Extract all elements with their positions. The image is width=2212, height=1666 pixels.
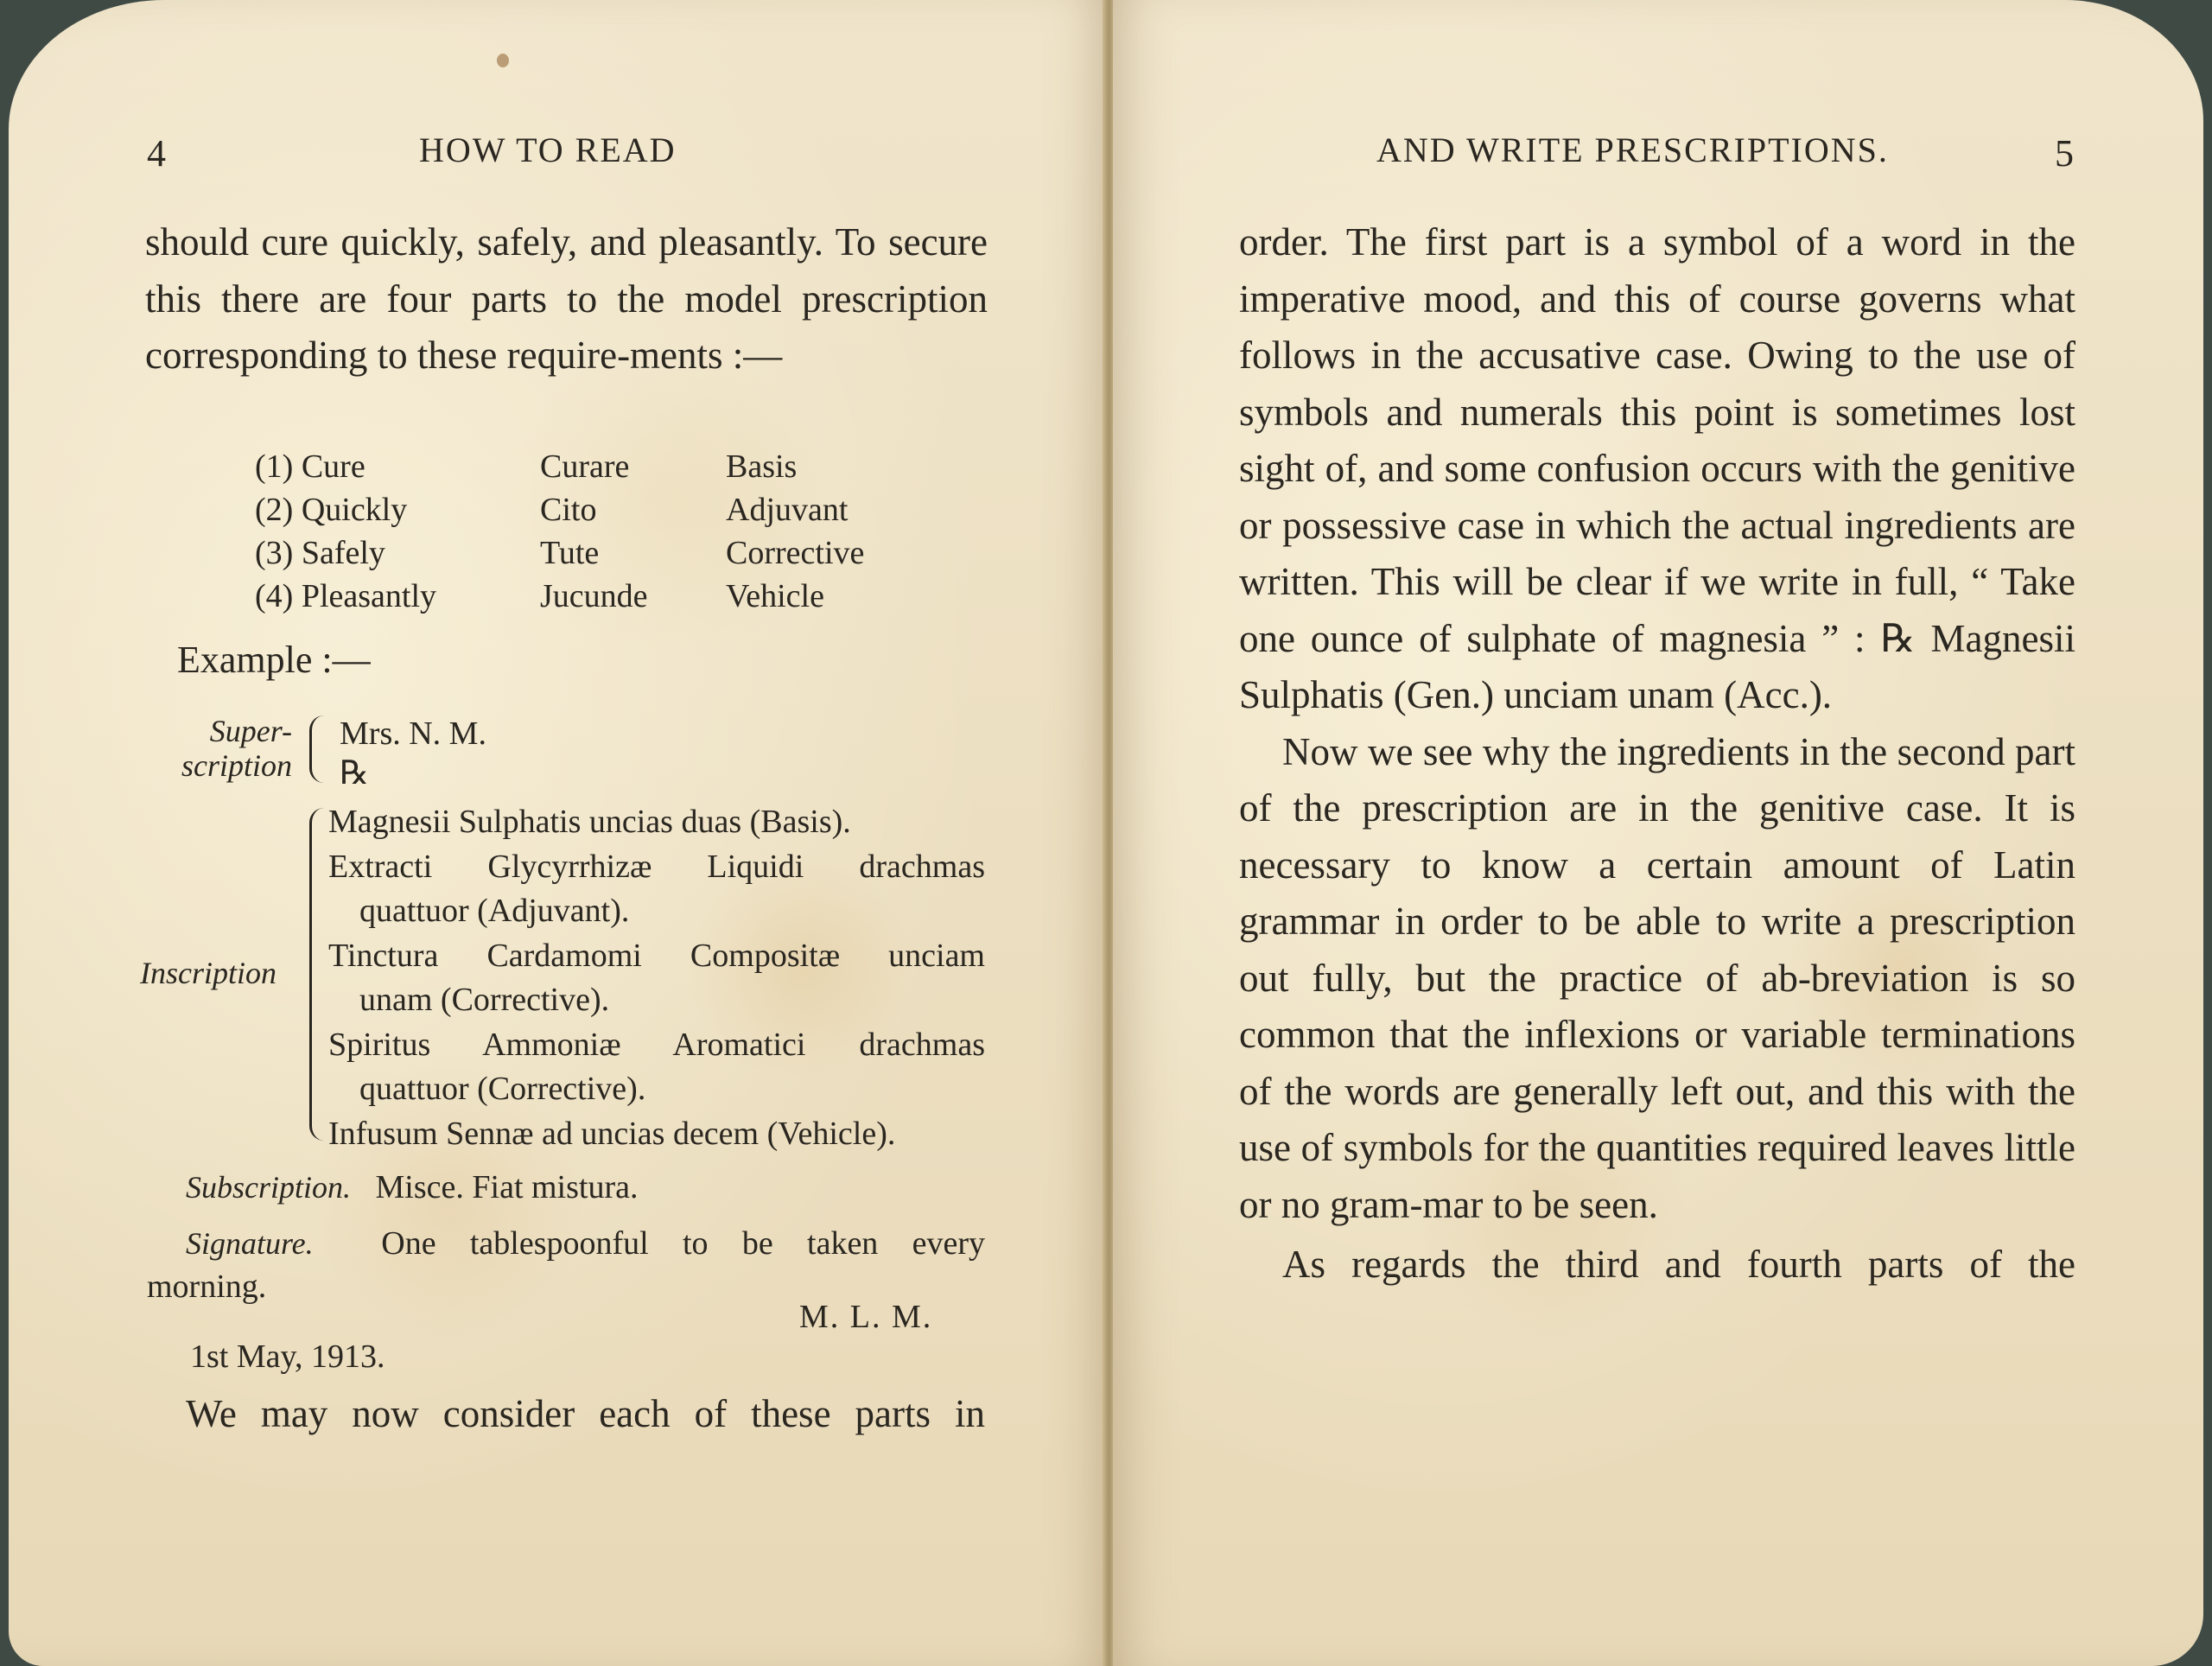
inscription-line: unam (Corrective). — [359, 982, 610, 1018]
inscription-line: quattuor (Adjuvant). — [359, 893, 630, 929]
body-text — [1239, 214, 2075, 1294]
recipe-symbol: ℞ — [340, 755, 370, 792]
page-number: 4 — [147, 132, 166, 175]
left-page — [9, 0, 1108, 1666]
brace — [309, 715, 324, 783]
requirement-english: (3) Safely — [255, 535, 385, 571]
signature — [147, 1222, 985, 1308]
table-row — [255, 531, 864, 575]
table-row — [255, 488, 864, 531]
prescriber-initials: M. L. M. — [799, 1299, 933, 1335]
page-number: 5 — [2055, 132, 2074, 175]
subscription — [186, 1168, 638, 1206]
subscription-label: Subscription. — [186, 1170, 352, 1205]
inscription-line: Extracti Glycyrrhizæ Liquidi drachmas — [328, 848, 985, 885]
example-label: Example :— — [177, 639, 371, 681]
intro-text: should cure quickly, safely, and pleasantly. To secure this there are four parts to the model prescription corresponding to these require-ments :— — [145, 220, 988, 377]
running-head: AND WRITE PRESCRIPTIONS. — [1376, 130, 1889, 169]
paragraph: Now we see why the ingredients in the second part of the prescription are in the genitive case. It is necessary to know a certain amount of Latin grammar in order to be able to write a prescription out fully, but the practice of ab-breviation is so common that the inflexions or variable terminations of the words are generally left out, and this with the use of symbols for the quantities required leaves little or no gram-mar to be seen. — [1239, 729, 2075, 1226]
inscription-line: Tinctura Cardamomi Compositæ unciam — [328, 937, 985, 974]
intro-paragraph — [145, 214, 988, 385]
superscription-label-line: scription — [181, 748, 292, 783]
brace — [309, 808, 324, 1141]
signature-line — [147, 1222, 985, 1265]
inscription-lines — [328, 800, 985, 1156]
requirement-part: Adjuvant — [726, 492, 849, 528]
requirement-latin: Cito — [540, 492, 597, 528]
requirement-latin: Curare — [540, 448, 630, 485]
requirement-part: Basis — [726, 448, 798, 485]
prescription-date: 1st May, 1913. — [190, 1339, 385, 1375]
requirement-latin: Tute — [540, 535, 600, 571]
table-row — [255, 575, 864, 618]
signature-text: One tablespoonful to be taken every — [381, 1225, 985, 1262]
superscription-label — [154, 714, 292, 783]
inscription-line: Spiritus Ammoniæ Aromatici drachmas — [328, 1026, 985, 1063]
inscription-label: Inscription — [140, 956, 276, 990]
paragraph: As regards the third and fourth parts of the — [1282, 1243, 2075, 1286]
requirement-part: Corrective — [726, 535, 865, 571]
requirement-latin: Jucunde — [540, 578, 648, 614]
superscription-lines — [340, 714, 486, 793]
inscription-line: quattuor (Corrective). — [359, 1071, 646, 1107]
signature-text-continued: morning. — [147, 1269, 267, 1305]
closing-line: We may now consider each of these parts in — [186, 1392, 985, 1435]
inscription-line: Magnesii Sulphatis uncias duas (Basis). — [328, 804, 851, 840]
requirement-english: (2) Quickly — [255, 492, 408, 528]
right-page — [1113, 0, 2203, 1666]
superscription-label-line: Super- — [209, 714, 292, 748]
inscription-line: Infusum Sennæ ad uncias decem (Vehicle). — [328, 1115, 896, 1152]
requirement-english: (4) Pleasantly — [255, 578, 437, 614]
ink-spot — [497, 54, 509, 67]
requirement-english: (1) Cure — [255, 448, 365, 485]
paragraph: order. The first part is a symbol of a word in the imperative mood, and this of course governs what follows in the accusative case. Owing to the use of symbols and numerals this point is sometimes lost sight of, and some confusion occurs with the genitive or possessive case in which the actual ingredients are written. This will be clear if we write in full, “ Take one ounce of sulphate of magnesia ” : ℞ Magnesii Sulphatis (Gen.) unciam unam (Acc.). — [1239, 220, 2075, 716]
table-row — [255, 445, 864, 488]
subscription-text: Misce. Fiat mistura. — [375, 1169, 639, 1205]
signature-label: Signature. — [186, 1226, 314, 1261]
requirements-table — [255, 445, 864, 618]
running-head: HOW TO READ — [419, 130, 677, 169]
requirement-part: Vehicle — [726, 578, 824, 614]
patient-name: Mrs. N. M. — [340, 715, 486, 752]
